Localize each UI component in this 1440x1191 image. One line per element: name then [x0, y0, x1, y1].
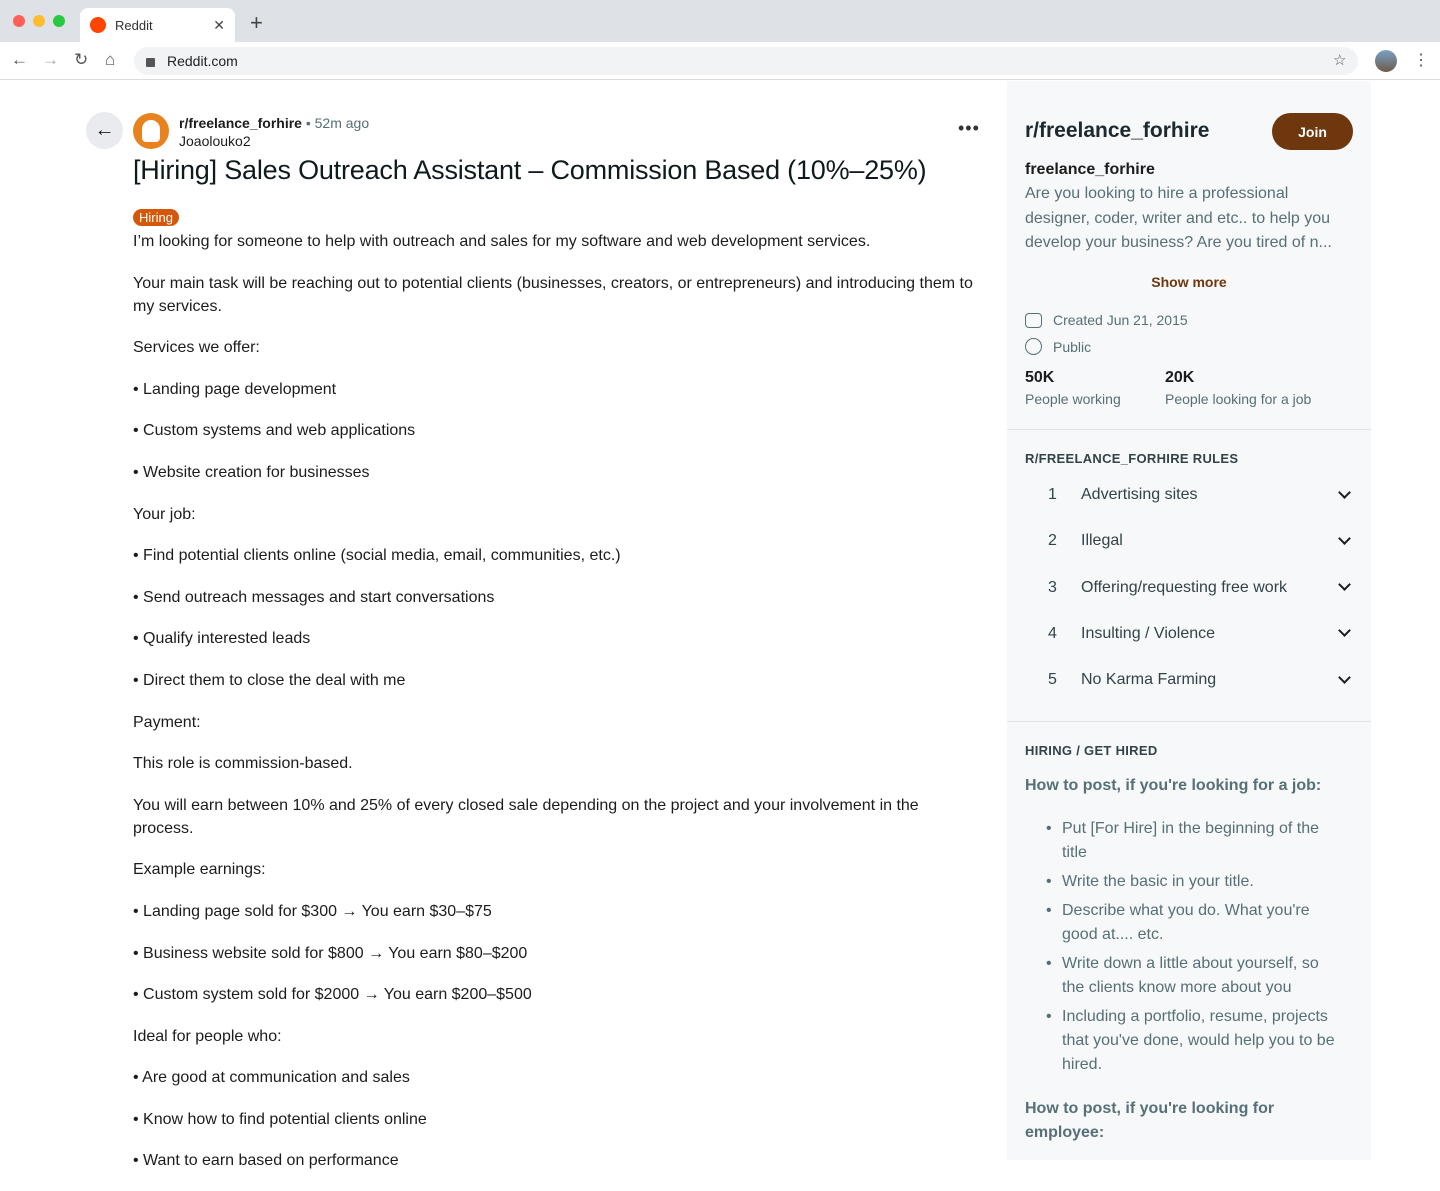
reload-icon[interactable]: ↻ — [74, 50, 89, 69]
post-title: [Hiring] Sales Outreach Assistant – Commission Based (10%–25%) — [133, 155, 927, 185]
stat-label: People working — [1025, 391, 1121, 407]
post-paragraph: Example earnings: — [133, 861, 266, 879]
post-paragraph: Services we offer: — [133, 339, 260, 357]
post-paragraph: This role is commission-based. — [133, 755, 353, 773]
subreddit-avatar[interactable] — [133, 113, 169, 149]
kebab-menu-icon[interactable]: ⋮ — [1413, 52, 1429, 69]
tab-title: Reddit — [115, 17, 153, 33]
post-paragraph: Payment: — [133, 713, 201, 731]
sidebar — [1007, 81, 1371, 1160]
post-paragraph: • Want to earn based on performance — [133, 1152, 399, 1170]
job-tip: • Write the basic in your title. — [1044, 870, 1344, 894]
rule-item[interactable] — [1025, 477, 1355, 513]
close-tab-icon[interactable]: ✕ — [213, 16, 225, 33]
chevron-down-icon[interactable] — [1338, 625, 1351, 638]
minimize-window-button[interactable] — [33, 15, 45, 27]
rule-label: Advertising sites — [1081, 486, 1198, 503]
employee-heading: How to post, if you're looking for employee: — [1025, 1100, 1275, 1141]
bookmark-star-icon[interactable]: ☆ — [1333, 52, 1347, 69]
chevron-down-icon[interactable] — [1338, 578, 1351, 591]
rule-number: 4 — [1048, 624, 1057, 642]
job-tip: • Put [For Hire] in the beginning of the title — [1044, 817, 1344, 865]
close-window-button[interactable] — [13, 15, 25, 27]
flair-badge[interactable]: Hiring — [133, 209, 179, 226]
job-tip: • Describe what you do. What you're good at.... etc. — [1044, 899, 1344, 947]
post-paragraph: I’m looking for someone to help with outreach and sales for my software and web development services. — [133, 233, 871, 250]
chevron-down-icon[interactable] — [1338, 486, 1351, 499]
subreddit-link[interactable]: r/freelance_forhire — [179, 115, 302, 131]
browser-tab[interactable] — [80, 8, 235, 42]
reddit-favicon-icon — [90, 17, 106, 33]
post-paragraph: Ideal for people who: — [133, 1027, 282, 1045]
arrow-left-icon: ← — [94, 119, 115, 141]
rule-number: 3 — [1048, 578, 1057, 596]
post-paragraph: • Landing page development — [133, 380, 337, 398]
job-heading: How to post, if you're looking for a job: — [1025, 777, 1322, 794]
divider — [1007, 721, 1371, 722]
rule-item[interactable] — [1025, 570, 1355, 606]
rule-item[interactable] — [1025, 616, 1355, 652]
post-paragraph: • Business website sold for $800 → You earn $80–$200 — [133, 944, 528, 962]
created-info — [1025, 312, 1188, 328]
rule-label: Illegal — [1081, 532, 1123, 550]
stat-value: 50K — [1025, 369, 1055, 386]
chevron-down-icon[interactable] — [1338, 671, 1351, 684]
lock-icon — [146, 58, 155, 67]
community-title: freelance_forhire — [1025, 161, 1155, 178]
job-tips-list — [1044, 817, 1344, 1082]
post-time: • 52m ago — [305, 115, 370, 131]
post-paragraph: • Send outreach messages and start conversations — [133, 588, 495, 606]
created-date: Created Jun 21, 2015 — [1053, 312, 1188, 328]
post-paragraph: Your main task will be reaching out to potential clients (businesses, creators, or entrepreneurs) and introducing them to my services. — [133, 274, 973, 315]
profile-avatar[interactable] — [1375, 50, 1397, 72]
stat-members — [1025, 369, 1121, 407]
post-paragraph: Your job: — [133, 505, 196, 523]
chevron-down-icon[interactable] — [1338, 532, 1351, 545]
post-body — [133, 230, 973, 1191]
rule-item[interactable] — [1025, 523, 1355, 559]
maximize-window-button[interactable] — [53, 15, 65, 27]
post-paragraph: • Qualify interested leads — [133, 630, 311, 648]
more-options-button[interactable]: ••• — [958, 118, 980, 138]
rule-label: Insulting / Violence — [1081, 624, 1216, 642]
author-link[interactable]: Joaolouko2 — [179, 133, 251, 149]
post-paragraph: • Custom system sold for $2000 → You earn $200–$500 — [133, 986, 532, 1004]
job-tip: • Write down a little about yourself, so the clients know more about you — [1044, 952, 1344, 1000]
back-button[interactable] — [86, 112, 123, 149]
new-tab-button[interactable]: + — [250, 10, 263, 35]
forward-icon[interactable]: → — [42, 50, 59, 69]
browser-toolbar — [0, 42, 1440, 80]
globe-icon — [1025, 338, 1042, 355]
rule-label: No Karma Farming — [1081, 671, 1217, 689]
stat-value: 20K — [1165, 369, 1195, 386]
tab-strip — [0, 0, 1440, 42]
post-paragraph: • Custom systems and web applications — [133, 422, 416, 440]
post-paragraph: You will earn between 10% and 25% of every closed sale depending on the project and your involvement in the process. — [133, 796, 919, 837]
post-meta — [179, 114, 369, 150]
post-paragraph: • Are good at communication and sales — [133, 1069, 410, 1087]
stat-label: People looking for a job — [1165, 391, 1312, 407]
job-tip: • Including a portfolio, resume, projects that you've done, would help you to be hired. — [1044, 1005, 1344, 1077]
cake-icon — [1025, 313, 1042, 328]
show-more-button[interactable]: Show more — [1151, 274, 1227, 290]
rule-number: 1 — [1048, 486, 1057, 503]
stat-online — [1165, 369, 1311, 407]
post-paragraph: • Find potential clients online (social media, email, communities, etc.) — [133, 547, 621, 565]
join-button[interactable]: Join — [1272, 113, 1353, 150]
visibility-label: Public — [1053, 338, 1092, 355]
home-icon[interactable]: ⌂ — [105, 50, 116, 69]
post-paragraph: • Direct them to close the deal with me — [133, 671, 406, 689]
snoo-icon — [142, 120, 160, 142]
visibility-info — [1025, 338, 1091, 355]
rules-heading: R/FREELANCE_FORHIRE RULES — [1025, 451, 1239, 466]
community-description: Are you looking to hire a professional designer, coder, writer and etc.. to help you develop your business? Are you tired of n... — [1025, 185, 1332, 251]
post-paragraph: • Website creation for businesses — [133, 463, 370, 481]
back-icon[interactable]: ← — [11, 50, 28, 69]
rule-number: 5 — [1048, 671, 1057, 689]
rule-label: Offering/requesting free work — [1081, 578, 1288, 596]
address-bar[interactable] — [134, 47, 1358, 75]
post-paragraph: • Landing page sold for $300 → You earn $30–$75 — [133, 902, 492, 920]
sidebar-subreddit-name[interactable]: r/freelance_forhire — [1025, 119, 1210, 142]
url-text: Reddit.com — [167, 53, 238, 69]
rule-item[interactable] — [1025, 662, 1355, 698]
rule-number: 2 — [1048, 532, 1057, 550]
post-paragraph: • Know how to find potential clients online — [133, 1110, 427, 1128]
divider — [1007, 429, 1371, 430]
hiring-heading: HIRING / GET HIRED — [1025, 743, 1158, 758]
